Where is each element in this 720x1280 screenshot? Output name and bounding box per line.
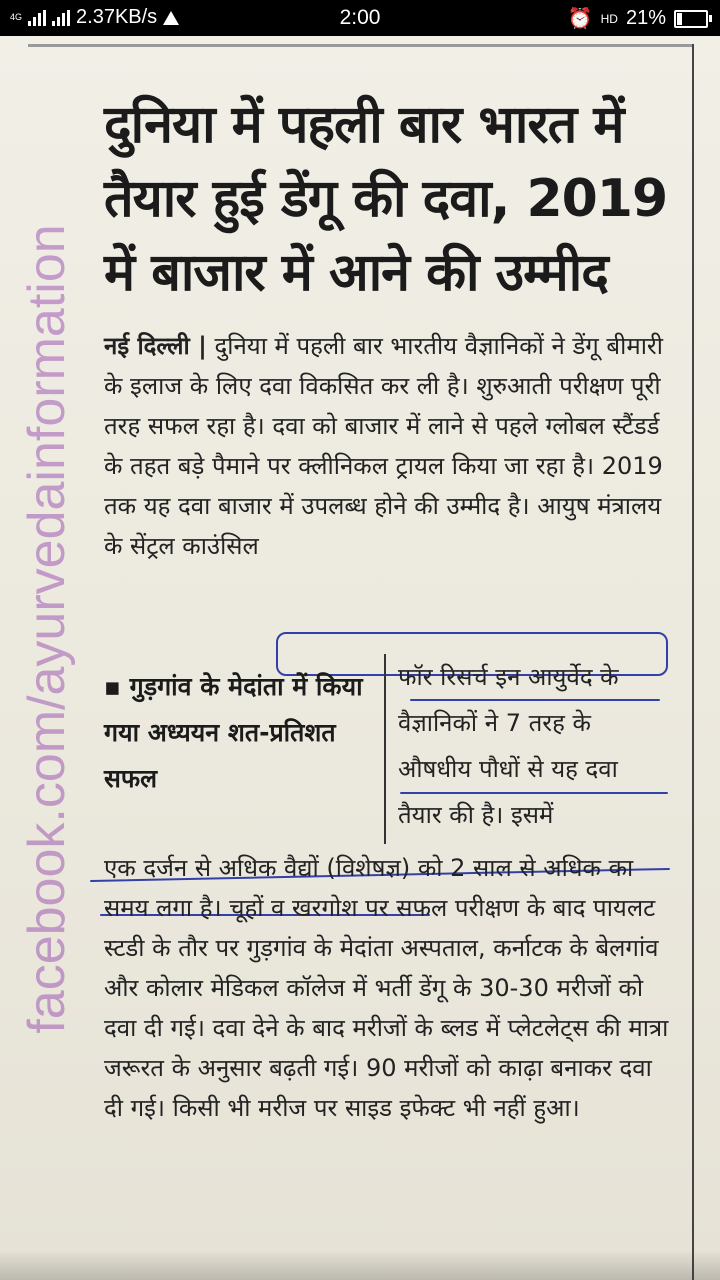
headline: दुनिया में पहली बार भारत में तैयार हुई डेंगू की दवा, 2019 में बाजार में आने की उम्मीद <box>104 95 668 303</box>
network-speed: 2.37KB/s <box>76 6 158 28</box>
column-divider <box>384 654 386 844</box>
column-rule <box>692 44 694 1280</box>
hd-call-icon: HD <box>600 11 618 26</box>
pullquote: ▪ गुड़गांव के मेदांता में किया गया अध्ययन शत-प्रतिशत सफल <box>104 672 363 793</box>
clock: 2:00 <box>339 6 381 29</box>
battery-icon <box>674 10 708 28</box>
top-rule <box>28 44 694 47</box>
alarm-icon: ⏰ <box>567 8 593 30</box>
paragraph-top-text: दुनिया में पहली बार भारतीय वैज्ञानिकों ने डेंगू बीमारी के इलाज के लिए दवा विकसित कर ली है। शुरुआती परीक्षण पूरी तरह सफल रहा है। दवा को बाजार में लाने से पहले ग्लोबल स्टैंडर्ड के तहत बड़े पैमाने पर क्लीनिकल ट्रायल किया जा रहा है। 2019 तक यह दवा बाजार में उपलब्ध होने की उम्मीद है। आयुष मंत्रालय के सेंट्रल काउंसिल <box>104 332 663 560</box>
article-paragraph-top <box>104 326 674 566</box>
dateline: नई दिल्ली | <box>104 332 207 360</box>
bottom-shadow <box>0 1250 720 1280</box>
status-right <box>568 6 708 31</box>
pen-underline <box>410 699 660 701</box>
battery-fill <box>677 13 682 25</box>
network-type-label: 4G <box>10 12 23 22</box>
pen-underline <box>400 792 668 794</box>
watermark-text: facebook.com/ayurvedainformation <box>18 224 76 1034</box>
status-bar <box>0 0 720 36</box>
battery-percent: 21% <box>625 7 666 29</box>
newspaper-clipping[interactable] <box>0 36 720 1280</box>
article-paragraph-bottom: एक दर्जन से अधिक वैद्यों (विशेषज्ञ) को 2 साल से अधिक का समय लगा है। चूहों व खरगोश पर सफल परीक्षण के बाद पायलट स्टडी के तौर पर गुड़गांव के मेदांता अस्पताल, कर्नाटक के बेलगांव और कोलार मेडिकल कॉलेज में भर्ती डेंगू के 30-30 मरीजों को दवा दी गई। दवा देने के बाद मरीजों के ब्लड में प्लेटलेट्स की मात्रा जरूरत के अनुसार बढ़ती गई। 90 मरीजों को काढ़ा बनाकर दवा दी गई। किसी भी मरीज पर साइड इफेक्ट भी नहीं हुआ। <box>104 854 669 1122</box>
paragraph-side: फॉर रिसर्च इन आयुर्वेद के वैज्ञानिकों ने 7 तरह के औषधीय पौधों से यह दवा तैयार की है। इसमें <box>398 663 619 829</box>
